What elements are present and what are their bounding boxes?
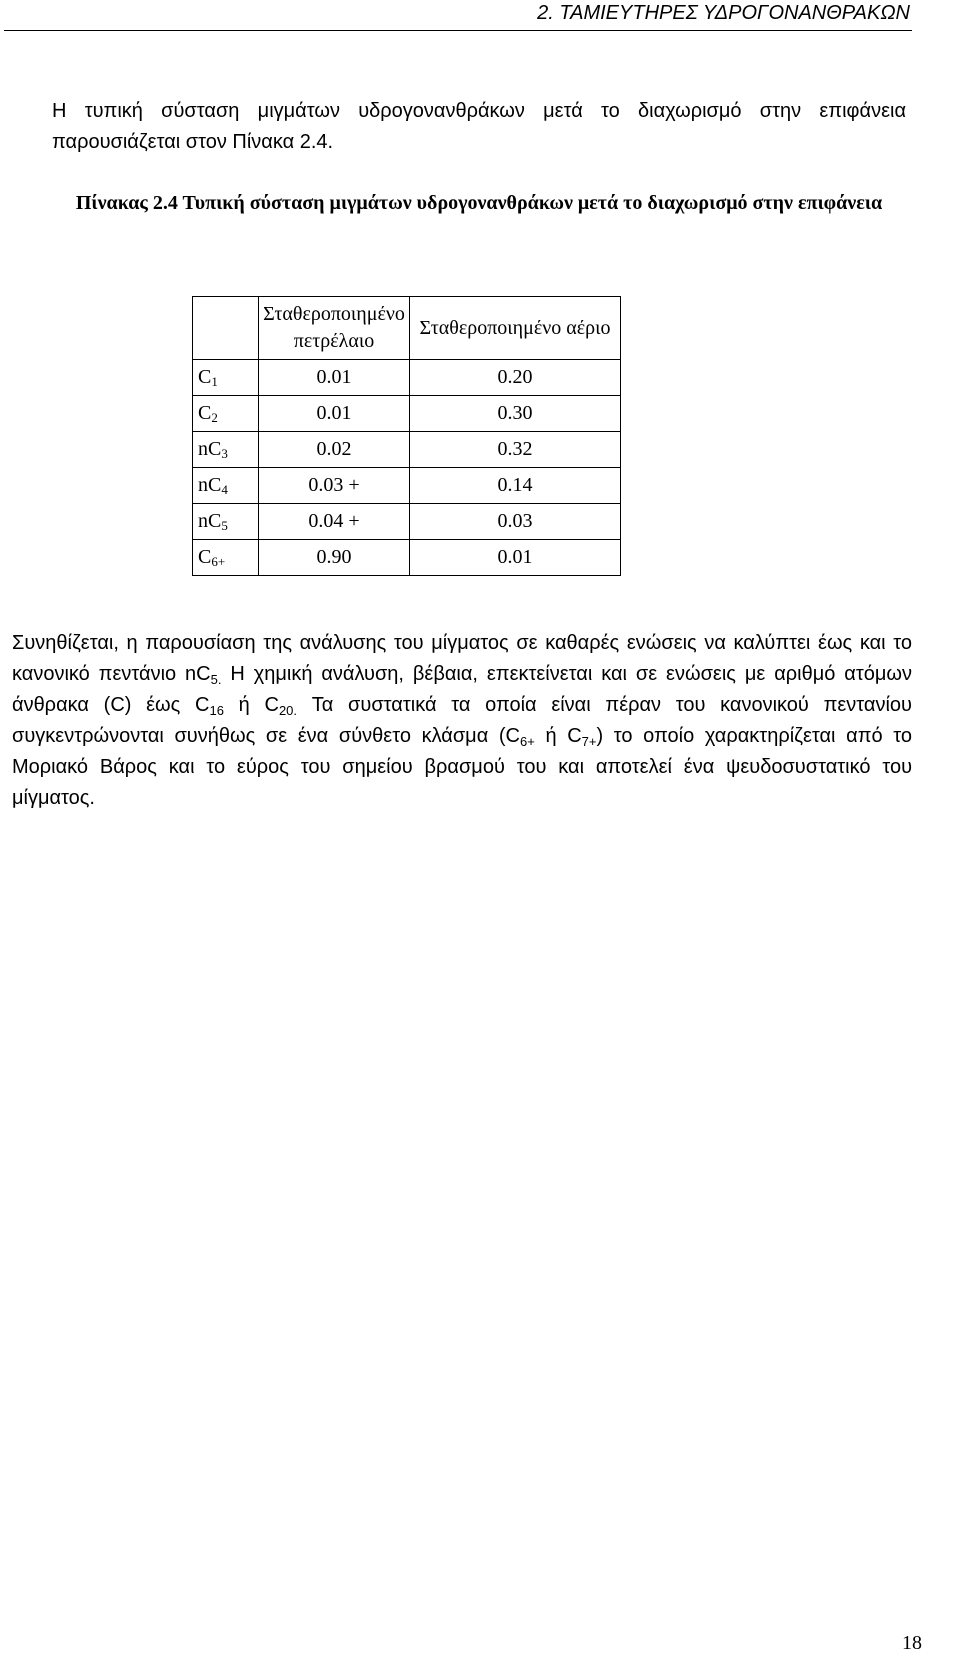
- table-row: [193, 360, 621, 396]
- component-cell: $C_{6+}$: [193, 540, 259, 576]
- table-header-row: [193, 297, 621, 360]
- table-row: [193, 432, 621, 468]
- table-row: [193, 540, 621, 576]
- intro-paragraph: Η τυπική σύσταση μιγμάτων υδρογονανθράκων μετά το διαχωρισμό στην επιφάνεια παρουσιάζεται στον Πίνακα 2.4.: [52, 100, 906, 153]
- table-row: [193, 468, 621, 504]
- running-header: [4, 0, 912, 31]
- composition-table: [192, 296, 621, 576]
- gas-value-cell: 0.01: [410, 540, 621, 576]
- oil-value-cell: 0.01: [259, 396, 410, 432]
- oil-value-cell: 0.01: [259, 360, 410, 396]
- column-header-stabilized-gas: Σταθεροποιημένο αέριο: [410, 297, 621, 360]
- table-row: [193, 396, 621, 432]
- table-caption: Πίνακας 2.4 Τυπική σύσταση μιγμάτων υδρογονανθράκων μετά το διαχωρισμό στην επιφάνεια: [75, 192, 883, 214]
- gas-value-cell: 0.32: [410, 432, 621, 468]
- oil-value-cell: 0.04 +: [259, 504, 410, 540]
- oil-value-cell: 0.90: [259, 540, 410, 576]
- gas-value-cell: 0.20: [410, 360, 621, 396]
- component-cell: $C_2$: [193, 396, 259, 432]
- page-number: 18: [902, 1632, 922, 1654]
- component-cell: $nC_4$: [193, 468, 259, 504]
- running-header-title: 2. ΤΑΜΙΕΥΤΗΡΕΣ ΥΔΡΟΓΟΝΑΝΘΡΑΚΩΝ: [537, 2, 910, 24]
- oil-value-cell: 0.02: [259, 432, 410, 468]
- component-cell: $C_1$: [193, 360, 259, 396]
- component-cell: $nC_5$: [193, 504, 259, 540]
- gas-value-cell: 0.03: [410, 504, 621, 540]
- body-paragraph: Συνηθίζεται, η παρουσίαση της ανάλυσης του μίγματος σε καθαρές ενώσεις να καλύπτει έως και το κανονικό πεντάνιο $nC_{5.}$ Η χημική ανάλυση, βέβαια, επεκτείνεται και σε ενώσεις με αριθμό ατόμων άνθρακα (C) έως $C_{16}$ ή $C_{20.}$ Τα συστατικά τα οποία είναι πέραν του κανονικού πεντανίου συγκεντρώνονται συνήθως σε ένα σύνθετο κλάσμα ($C_{6+}$ ή $C_{7+}$) το οποίο χαρακτηρίζεται από το Μοριακό Βάρος και το εύρος του σημείου βρασμού του και αποτελεί ένα ψευδοσυστατικό του μίγματος.: [12, 632, 912, 809]
- column-header-component: [193, 297, 259, 360]
- oil-value-cell: 0.03 +: [259, 468, 410, 504]
- column-header-stabilized-oil: Σταθεροποιημένο πετρέλαιο: [259, 297, 410, 360]
- component-cell: $nC_3$: [193, 432, 259, 468]
- gas-value-cell: 0.30: [410, 396, 621, 432]
- table-row: [193, 504, 621, 540]
- gas-value-cell: 0.14: [410, 468, 621, 504]
